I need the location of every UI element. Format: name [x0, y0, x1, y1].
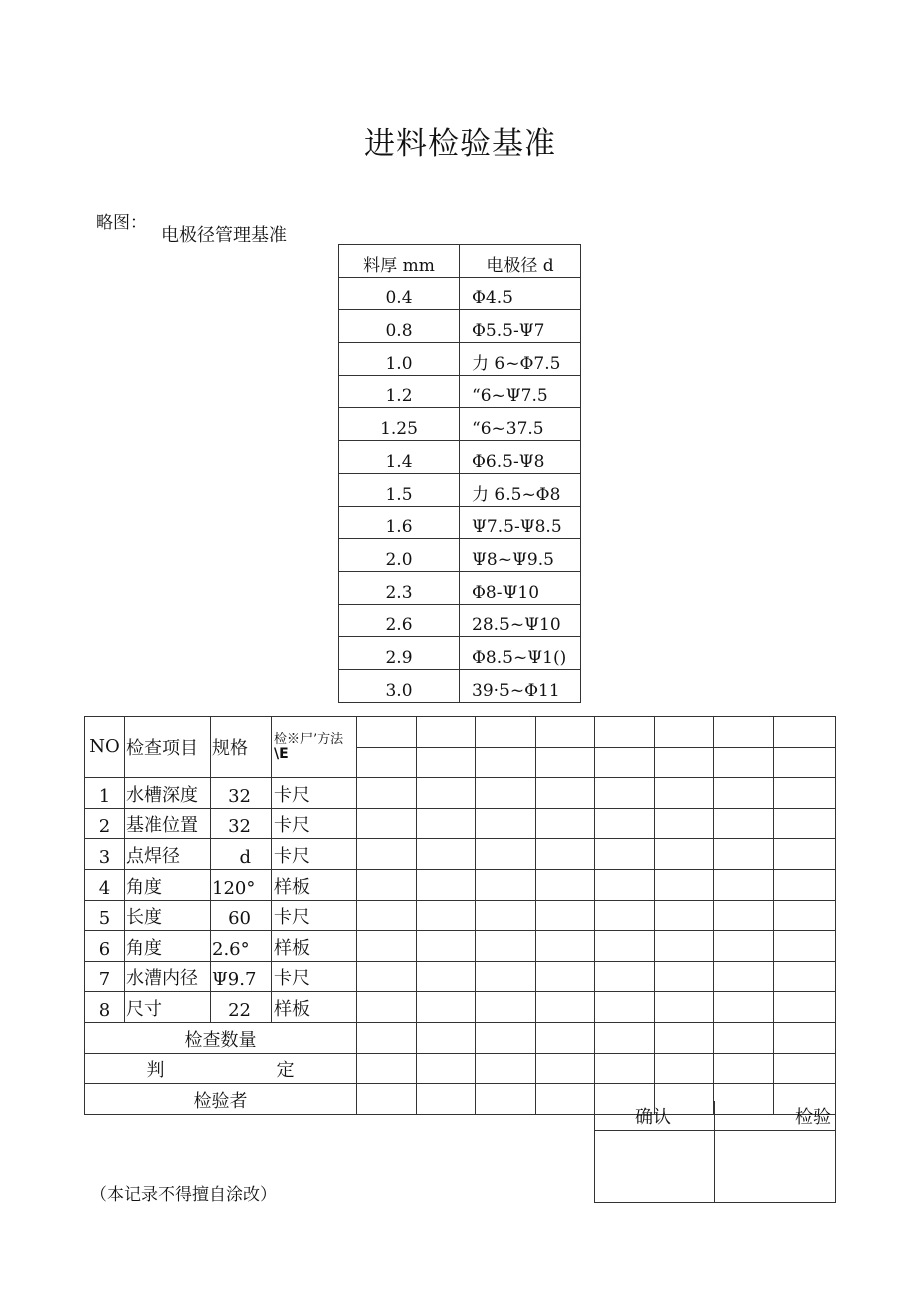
record-cell[interactable]: [417, 869, 476, 900]
no-cell: 2: [85, 808, 125, 839]
approval-table: [594, 1101, 836, 1203]
record-cell[interactable]: [417, 961, 476, 992]
item-cell: 基准位置: [125, 808, 211, 839]
confirm-label: 确认: [595, 1101, 715, 1131]
table-row: [339, 637, 581, 670]
spec-cell: 22: [211, 992, 272, 1023]
record-cell[interactable]: [476, 900, 536, 931]
sketch-label: 略图：: [96, 213, 147, 233]
record-cell[interactable]: [357, 808, 417, 839]
record-cell[interactable]: [417, 778, 476, 809]
table-row: [85, 778, 836, 809]
record-cell[interactable]: [357, 1084, 417, 1115]
record-cell[interactable]: [417, 900, 476, 931]
item-cell: 角度: [125, 931, 211, 962]
record-cell[interactable]: [536, 900, 595, 931]
item-cell: 水槽深度: [125, 778, 211, 809]
footer-label-cell: [85, 1084, 357, 1115]
no-cell: 1: [85, 778, 125, 809]
table-row: [339, 375, 581, 408]
table-row: [85, 961, 836, 992]
approval-header-row: [595, 1101, 836, 1131]
judge-label-right: 定: [276, 1060, 295, 1082]
diameter-cell: 39·5~Φ11: [460, 669, 581, 702]
record-cell[interactable]: [714, 961, 774, 992]
record-cell[interactable]: [774, 961, 836, 992]
inspect-signature-cell[interactable]: [715, 1131, 836, 1203]
judge-label-left: 判: [146, 1060, 165, 1082]
spec-cell: 2.6°: [211, 931, 272, 962]
record-cell[interactable]: [476, 1053, 536, 1084]
record-cell[interactable]: [655, 778, 714, 809]
record-cell[interactable]: [595, 900, 655, 931]
record-cell[interactable]: [595, 717, 655, 748]
table-row: [339, 310, 581, 343]
record-cell[interactable]: [655, 747, 714, 778]
table-row: [85, 931, 836, 962]
record-cell[interactable]: [536, 992, 595, 1023]
spec-cell: 32: [211, 778, 272, 809]
diameter-cell: Φ5.5-Ψ7: [460, 310, 581, 343]
electrode-diameter-table: [338, 244, 581, 703]
record-cell[interactable]: [595, 931, 655, 962]
record-cell[interactable]: [417, 931, 476, 962]
table-row: [85, 869, 836, 900]
diameter-cell: Φ6.5-Ψ8: [460, 441, 581, 474]
no-cell: 5: [85, 900, 125, 931]
thickness-cell: 1.0: [339, 343, 460, 376]
table-row: [339, 277, 581, 310]
thickness-cell: 1.2: [339, 375, 460, 408]
method-cell: 卡尺: [272, 778, 357, 809]
record-cell[interactable]: [417, 1084, 476, 1115]
thickness-header: 料厚 mm: [339, 245, 460, 278]
record-cell[interactable]: [536, 961, 595, 992]
record-cell[interactable]: [476, 992, 536, 1023]
inspection-table: [84, 716, 836, 1115]
spec-cell: d: [211, 839, 272, 870]
table-row: [339, 473, 581, 506]
record-cell[interactable]: [476, 1022, 536, 1053]
record-cell[interactable]: [774, 992, 836, 1023]
thickness-cell: 1.25: [339, 408, 460, 441]
table-row: [339, 669, 581, 702]
record-cell[interactable]: [595, 778, 655, 809]
no-cell: 8: [85, 992, 125, 1023]
record-cell[interactable]: [655, 992, 714, 1023]
spec-cell: 60: [211, 900, 272, 931]
record-cell[interactable]: [774, 808, 836, 839]
table-row: [339, 604, 581, 637]
record-cell[interactable]: [774, 839, 836, 870]
table-row: [85, 992, 836, 1023]
table-row: [339, 441, 581, 474]
record-cell[interactable]: [595, 869, 655, 900]
record-cell[interactable]: [536, 717, 595, 748]
record-cell[interactable]: [417, 1053, 476, 1084]
record-cell[interactable]: [476, 839, 536, 870]
record-cell[interactable]: [357, 961, 417, 992]
record-cell[interactable]: [774, 931, 836, 962]
quantity-row: [85, 1022, 836, 1053]
record-cell[interactable]: [714, 717, 774, 748]
method-cell: 卡尺: [272, 961, 357, 992]
footer-label-cell: [85, 1022, 357, 1053]
record-cell[interactable]: [595, 1053, 655, 1084]
record-cell[interactable]: [476, 747, 536, 778]
no-header: NO: [85, 717, 125, 778]
record-cell[interactable]: [714, 1022, 774, 1053]
record-cell[interactable]: [714, 839, 774, 870]
method-header: [272, 717, 357, 778]
method-header-line1: 检※尸’方法: [274, 731, 344, 747]
diameter-cell: “6~37.5: [460, 408, 581, 441]
record-cell[interactable]: [774, 747, 836, 778]
thickness-cell: 2.9: [339, 637, 460, 670]
table-row: [339, 539, 581, 572]
document-title: 进料检验基准: [364, 126, 556, 162]
record-cell[interactable]: [714, 747, 774, 778]
no-cell: 6: [85, 931, 125, 962]
record-cell[interactable]: [357, 1053, 417, 1084]
record-cell[interactable]: [714, 992, 774, 1023]
record-cell[interactable]: [774, 1053, 836, 1084]
record-cell[interactable]: [595, 839, 655, 870]
record-cell[interactable]: [655, 900, 714, 931]
record-cell[interactable]: [536, 1053, 595, 1084]
table-row: [85, 839, 836, 870]
record-cell[interactable]: [536, 1084, 595, 1115]
spec-header: 规格: [211, 717, 272, 778]
quantity-label: 检查数量: [184, 1029, 257, 1051]
record-cell[interactable]: [655, 869, 714, 900]
no-cell: 3: [85, 839, 125, 870]
item-cell: 水漕内径: [125, 961, 211, 992]
record-cell[interactable]: [774, 778, 836, 809]
table-row: [339, 571, 581, 604]
record-cell[interactable]: [655, 931, 714, 962]
record-cell[interactable]: [536, 931, 595, 962]
record-cell[interactable]: [714, 900, 774, 931]
no-cell: 7: [85, 961, 125, 992]
judge-row: [85, 1053, 836, 1084]
record-cell[interactable]: [595, 961, 655, 992]
diameter-cell: Φ8.5~Ψ1(): [460, 637, 581, 670]
record-cell[interactable]: [655, 1022, 714, 1053]
diameter-cell: Ψ7.5-Ψ8.5: [460, 506, 581, 539]
method-cell: 卡尺: [272, 900, 357, 931]
record-cell[interactable]: [536, 808, 595, 839]
record-cell[interactable]: [417, 747, 476, 778]
record-cell[interactable]: [655, 961, 714, 992]
record-cell[interactable]: [357, 1022, 417, 1053]
record-cell[interactable]: [417, 839, 476, 870]
record-cell[interactable]: [357, 839, 417, 870]
diameter-cell: 力 6.5~Φ8: [460, 473, 581, 506]
diameter-cell: 28.5~Ψ10: [460, 604, 581, 637]
record-cell[interactable]: [714, 869, 774, 900]
thickness-cell: 0.8: [339, 310, 460, 343]
record-cell[interactable]: [476, 808, 536, 839]
record-cell[interactable]: [357, 900, 417, 931]
record-cell[interactable]: [536, 747, 595, 778]
diameter-header: 电极径 d: [460, 245, 581, 278]
record-note: （本记录不得擅自涂改）: [90, 1185, 277, 1205]
record-cell[interactable]: [417, 1022, 476, 1053]
record-cell[interactable]: [655, 1053, 714, 1084]
record-cell[interactable]: [536, 839, 595, 870]
diameter-cell: Ψ8~Ψ9.5: [460, 539, 581, 572]
record-cell[interactable]: [774, 1022, 836, 1053]
thickness-cell: 1.4: [339, 441, 460, 474]
item-header: 检查项目: [125, 717, 211, 778]
record-cell[interactable]: [774, 900, 836, 931]
record-cell[interactable]: [595, 808, 655, 839]
table-header-row: [339, 245, 581, 278]
record-cell[interactable]: [774, 717, 836, 748]
thickness-cell: 0.4: [339, 277, 460, 310]
method-header-line2: \E: [274, 745, 289, 762]
footer-label-cell: [85, 1053, 357, 1084]
record-cell[interactable]: [357, 992, 417, 1023]
spec-cell: 32: [211, 808, 272, 839]
record-cell[interactable]: [357, 778, 417, 809]
diameter-cell: 力 6~Φ7.5: [460, 343, 581, 376]
item-cell: 尺寸: [125, 992, 211, 1023]
inspect-label: 检验: [715, 1101, 836, 1131]
electrode-standard-title: 电极径管理基准: [161, 225, 287, 246]
confirm-signature-cell[interactable]: [595, 1131, 715, 1203]
method-cell: 卡尺: [272, 839, 357, 870]
table-header-row: [85, 717, 836, 748]
table-row: [339, 343, 581, 376]
record-cell[interactable]: [714, 1053, 774, 1084]
record-cell[interactable]: [357, 747, 417, 778]
record-cell[interactable]: [536, 778, 595, 809]
diameter-cell: Φ4.5: [460, 277, 581, 310]
thickness-cell: 3.0: [339, 669, 460, 702]
record-cell[interactable]: [417, 992, 476, 1023]
record-cell[interactable]: [357, 931, 417, 962]
record-cell[interactable]: [476, 869, 536, 900]
record-cell[interactable]: [417, 717, 476, 748]
item-cell: 长度: [125, 900, 211, 931]
record-cell[interactable]: [476, 778, 536, 809]
record-cell[interactable]: [476, 717, 536, 748]
spec-cell: 120°: [211, 869, 272, 900]
record-cell[interactable]: [655, 717, 714, 748]
record-cell[interactable]: [774, 869, 836, 900]
record-cell[interactable]: [417, 808, 476, 839]
method-cell: 卡尺: [272, 808, 357, 839]
record-cell[interactable]: [714, 931, 774, 962]
record-cell[interactable]: [357, 869, 417, 900]
diameter-cell: Φ8-Ψ10: [460, 571, 581, 604]
record-cell[interactable]: [655, 839, 714, 870]
method-cell: 样板: [272, 931, 357, 962]
approval-sign-row: [595, 1131, 836, 1203]
record-cell[interactable]: [595, 992, 655, 1023]
table-row: [339, 506, 581, 539]
item-cell: 角度: [125, 869, 211, 900]
record-cell[interactable]: [476, 931, 536, 962]
item-cell: 点焊径: [125, 839, 211, 870]
diameter-cell: “6~Ψ7.5: [460, 375, 581, 408]
spec-cell: Ψ9.7: [211, 961, 272, 992]
record-cell[interactable]: [714, 778, 774, 809]
thickness-cell: 1.5: [339, 473, 460, 506]
record-cell[interactable]: [655, 808, 714, 839]
table-row: [85, 900, 836, 931]
record-cell[interactable]: [714, 808, 774, 839]
no-cell: 4: [85, 869, 125, 900]
record-cell[interactable]: [536, 1022, 595, 1053]
method-cell: 样板: [272, 992, 357, 1023]
thickness-cell: 2.0: [339, 539, 460, 572]
thickness-cell: 1.6: [339, 506, 460, 539]
table-row: [85, 808, 836, 839]
record-cell[interactable]: [476, 961, 536, 992]
record-cell[interactable]: [476, 1084, 536, 1115]
record-cell[interactable]: [357, 717, 417, 748]
table-row: [339, 408, 581, 441]
method-cell: 样板: [272, 869, 357, 900]
record-cell[interactable]: [536, 869, 595, 900]
thickness-cell: 2.6: [339, 604, 460, 637]
thickness-cell: 2.3: [339, 571, 460, 604]
inspector-label: 检验者: [193, 1090, 248, 1112]
record-cell[interactable]: [595, 747, 655, 778]
record-cell[interactable]: [595, 1022, 655, 1053]
